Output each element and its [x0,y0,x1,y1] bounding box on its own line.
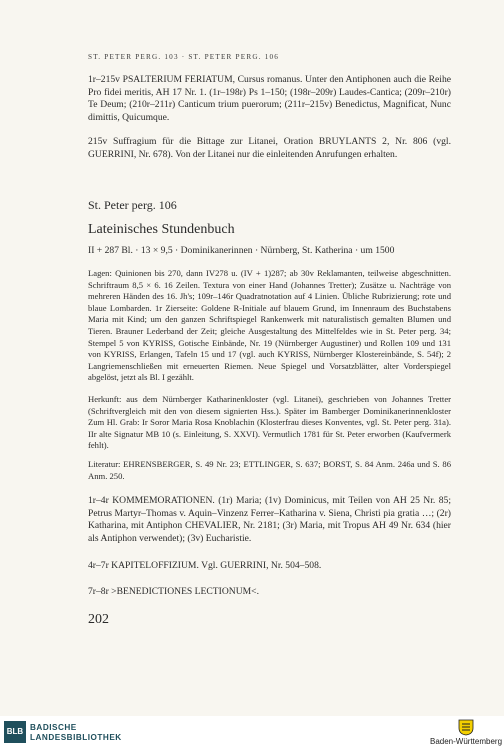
kapiteloffizium-line: 4r–7r KAPITELOFFIZIUM. Vgl. GUERRINI, Nr. 504–508. [88,560,322,571]
benedictiones-line: 7r–8r >BENEDICTIONES LECTIONUM<. [88,586,259,597]
running-header: ST. PETER PERG. 103 · ST. PETER PERG. 106 [88,53,280,61]
state-label: Baden-Württemberg [430,737,503,746]
kommemorationen-paragraph: 1r–4r KOMMEMORATIONEN. (1r) Maria; (1v) Dominicus, mit Teilen von AH 25 Nr. 85; Petrus Martyr–Thomas v. Aquin–Vinzenz Ferrer–Katharina v. Siena, Christi pia gratia …; (2r) Katharina, mit Antiphon CHEVALIER, Nr. 2181; (3r) Maria, mit Tropus AH 49 Nr. 634 (hier als Antiphon verwendet); (3v) Eucharistie. [88,495,451,544]
codicology-paragraph: Lagen: Quinionen bis 270, dann IV278 u. (IV + 1)287; ab 30v Reklamanten, teilweise abgeschnitten. Schriftraum 8,5 × 6. 16 Zeilen. Textura von einer Hand (Johannes Tretter); Zusätze u. Nachträge von mehreren Händen des 16. Jh's; 109r–146r Quadratnotation auf 4 Linien. Übliche Rubrizierung; rote und blaue Lombarden. 1r Zierseite: Goldene R-Initiale auf blauem Grund, im Innenraum des Buchstabens Maria mit Kind; um den ganzen Schriftspiegel Rankenwerk mit naturalistisch gemalten Blumen und Tieren. Brauner Lederband der Zeit; gleiche Ausgestaltung des Mittelfeldes wie in St. Peter perg. 34; Stempel 5 von KYRISS, Gotische Einbände, Nr. 19 (Nürnberger Augustiner) und Rollen 109 und 131 von KYRISS, Erlangen, Tafeln 15 und 17 (vgl. auch KYRISS, Nürnberger Klostereinbände, S. 54f); 2 Langriemenschließen mit erneuerten Riemen. Neue Spiegel und Vorsatzblätter, alter Vorderspiegel abgelöst, jetzt als Bl. I gezählt. [88,268,451,383]
library-name-line2: LANDESBIBLIOTHEK [30,733,122,742]
literature-paragraph: Literatur: EHRENSBERGER, S. 49 Nr. 23; ETTLINGER, S. 637; BORST, S. 84 Anm. 246a und S. 86 Anm. 250. [88,459,451,481]
blb-logo[interactable]: BLB [4,721,26,743]
provenance-paragraph: Herkunft: aus dem Nürnberger Katharinenkloster (vgl. Litanei), geschrieben von Johannes Tretter (Schriftvergleich mit den von diesem signierten Hss.). Später im Bamberger Dominikanerinnenkloster Zum Hl. Grab: Ir Soror Maria Rosa Knoblachin (Klosterfrau dieses Konventes, vgl. St. Peter perg. 31a). IIr alte Signatur MB 10 (s. Einleitung, S. XXVI). Vermutlich 1781 für St. Peter erworben (Kaufvermerk fehlt). [88,394,451,451]
library-name-line1: BADISCHE [30,723,77,732]
suffragium-paragraph: 215v Suffragium für die Bittage zur Litanei, Oration BRUYLANTS 2, Nr. 806 (vgl. GUERRINI, Nr. 678). Von der Litanei nur die einleitenden Anrufungen erhalten. [88,136,451,160]
manuscript-title: Lateinisches Stundenbuch [88,222,235,237]
shelfmark-heading: St. Peter perg. 106 [88,198,177,212]
manuscript-meta: II + 287 Bl. · 13 × 9,5 · Dominikanerinnen · Nürnberg, St. Katherina · um 1500 [88,245,395,256]
state-crest-icon [458,718,474,736]
page-number: 202 [88,612,109,627]
psalterium-paragraph: 1r–215v PSALTERIUM FERIATUM, Cursus romanus. Unter den Antiphonen auch die Reihe Pro fidei meritis, AH 17 Nr. 1. (1r–198r) Ps 1–150; (198r–209r) Laudes-Cantica; (209r–210r) Te Deum; (210r–211r) Canticum trium puerorum; (211r–215v) Benedictus, Magnificat, Nunc dimittis, Quicumque. [88,74,451,123]
footer-bar [0,716,504,748]
